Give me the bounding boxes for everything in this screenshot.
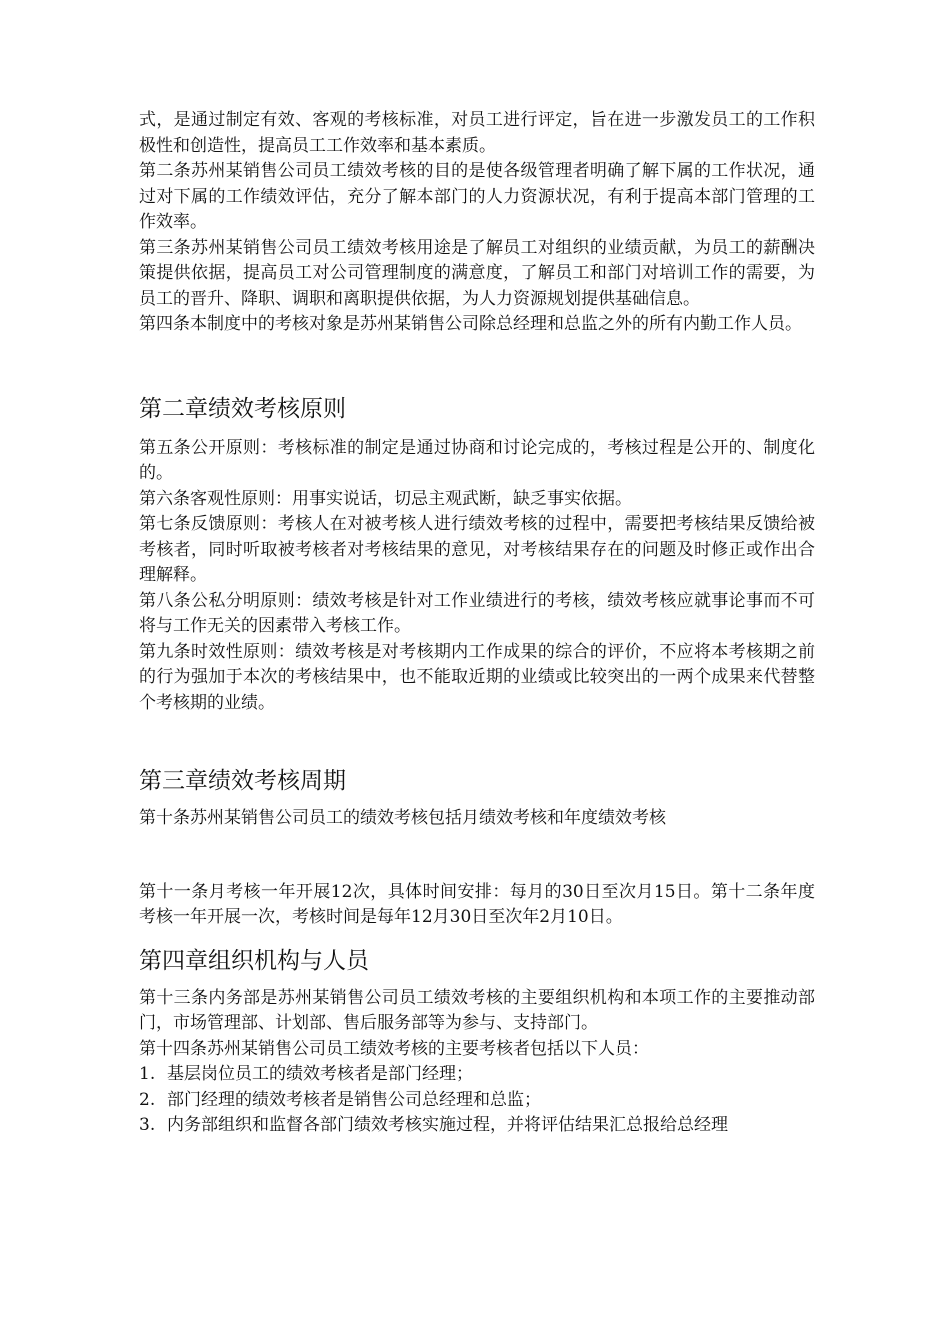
list-item-number: 3.	[139, 1115, 156, 1135]
chapter-4-title: 第四章组织机构与人员	[139, 947, 369, 974]
chapter-4-section	[139, 946, 815, 1139]
paragraph-article-5: 第五条公开原则：考核标准的制定是通过协商和讨论完成的，考核过程是公开的、制度化的。	[139, 437, 815, 483]
chapter-3-title: 第三章绩效考核周期	[139, 768, 346, 794]
list-item-text: 基层岗位员工的绩效考核者是部门经理；	[167, 1064, 473, 1084]
evaluator-list	[139, 1062, 815, 1139]
document-page	[139, 108, 815, 1139]
paragraph-article-11-12: 第十一条月考核一年开展12次，具体时间安排：每月的30日至次月15日。第十二条年度考核一年开展一次，考核时间是每年12月30日至次年2月10日。	[139, 881, 815, 927]
chapter-2-title: 第二章绩效考核原则	[139, 395, 346, 422]
paragraph-article-14: 第十四条苏州某销售公司员工绩效考核的主要考核者包括以下人员：	[139, 1038, 649, 1059]
chapter-2-section	[139, 394, 815, 717]
paragraph-article-10: 第十条苏州某销售公司员工的绩效考核包括月绩效考核和年度绩效考核	[139, 808, 666, 828]
list-item-text: 部门经理的绩效考核者是销售公司总经理和总监；	[167, 1089, 541, 1110]
paragraph-article-9: 第九条时效性原则：绩效考核是对考核期内工作成果的综合的评价，不应将本考核期之前的行为强加于本次的考核结果中，也不能取近期的业绩或比较突出的一两个成果来代替整个考核期的业绩。	[139, 641, 815, 713]
paragraph-article-7: 第七条反馈原则：考核人在对被考核人进行绩效考核的过程中，需要把考核结果反馈给被考核者，同时听取被考核者对考核结果的意见，对考核结果存在的问题及时修正或作出合理解释。	[139, 514, 815, 585]
paragraph-article-3: 第三条苏州某销售公司员工绩效考核用途是了解员工对组织的业绩贡献，为员工的薪酬决策提供依据，提高员工对公司管理制度的满意度，了解员工和部门对培训工作的需要，为员工的晋升、降职、调职和离职提供依据，为人力资源规划提供基础信息。	[139, 237, 815, 309]
list-item	[139, 1088, 815, 1114]
paragraph-article-4: 第四条本制度中的考核对象是苏州某销售公司除总经理和总监之外的所有内勤工作人员。	[139, 314, 802, 334]
chapter-1-section	[139, 108, 815, 338]
paragraph-article-2: 第二条苏州某销售公司员工绩效考核的目的是使各级管理者明确了解下属的工作状况，通过对下属的工作绩效评估，充分了解本部门的人力资源状况，有利于提高本部门管理的工作效率。	[139, 161, 815, 232]
list-item	[139, 1062, 815, 1088]
paragraph-article-6: 第六条客观性原则：用事实说话，切忌主观武断，缺乏事实依据。	[139, 488, 632, 509]
list-item-number: 2.	[139, 1089, 156, 1110]
paragraph-article-8: 第八条公私分明原则：绩效考核是针对工作业绩进行的考核，绩效考核应就事论事而不可将与工作无关的因素带入考核工作。	[139, 590, 815, 636]
list-item-text: 内务部组织和监督各部门绩效考核实施过程，并将评估结果汇总报给总经理	[167, 1115, 728, 1135]
paragraph-purpose-intro: 式，是通过制定有效、客观的考核标准，对员工进行评定，旨在进一步激发员工的工作积极性和创造性，提高员工工作效率和基本素质。	[139, 110, 815, 156]
list-item-number: 1.	[139, 1064, 156, 1084]
list-item	[139, 1113, 815, 1139]
paragraph-article-13: 第十三条内务部是苏州某销售公司员工绩效考核的主要组织机构和本项工作的主要推动部门，市场管理部、计划部、售后服务部等为参与、支持部门。	[139, 987, 815, 1033]
chapter-3-section	[139, 766, 815, 931]
